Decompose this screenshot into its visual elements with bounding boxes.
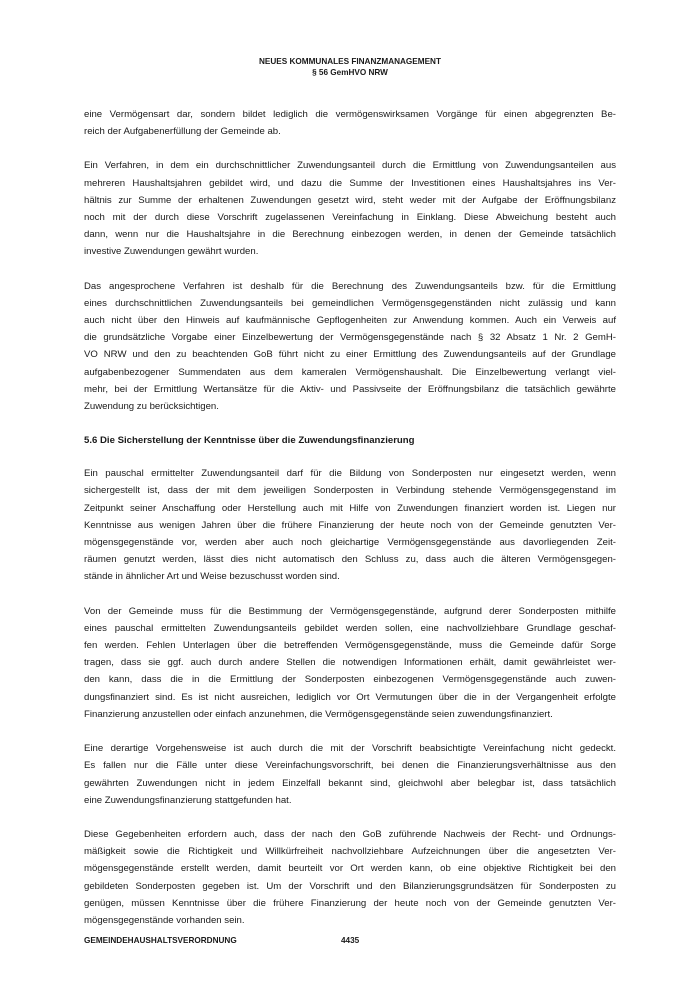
paragraph-line: fen werden. Fehlen Unterlagen über die betreffenden Vermögensgegenstände, muss die Gemeinde dafür Sorge: [84, 640, 616, 652]
paragraph: [84, 278, 616, 416]
paragraph-line: die grundsätzliche Vorgabe einer Einzelbewertung der Vermögensgegenstände nach § 32 Absatz 1 Nr. 2 GemH-: [84, 332, 616, 344]
paragraph-line: Ein Verfahren, in dem ein durchschnittlicher Zuwendungsanteil durch die Ermittlung von Zuwendungsanteilen aus: [84, 160, 616, 172]
paragraph-line: eine Zuwendungsfinanzierung stattgefunden hat.: [84, 794, 292, 806]
paragraph-line: hältnis zur Summe der erhaltenen Zuwendungen gesetzt wird, steht weder mit der Aufgabe der Eröffnungsbilanz: [84, 194, 616, 206]
paragraph: [84, 740, 616, 809]
paragraph-line: noch mit der durch diese Vorschrift zugelassenen Vereinfachung in Einklang. Diese Abweichung besteht auch: [84, 212, 616, 224]
paragraph-line: mehr, bei der Ermittlung Wertansätze für die Aktiv- und Passivseite der Eröffnungsbilanz die tatsächlich gewährte: [84, 383, 616, 395]
paragraph: [84, 465, 616, 585]
paragraph-line: aufgabenbezogener Summendaten aus dem kameralen Vermögenshaushalt. Die Einzelbewertung verlangt viel-: [84, 366, 616, 378]
header-subtitle: § 56 GemHVO NRW: [312, 68, 388, 77]
paragraph-line: mögensgegenstände vorhanden sein.: [84, 914, 245, 926]
paragraph-line: genügen, müssen Kenntnisse über die frühere Finanzierung der heute noch von der Gemeinde genutzten Ver-: [84, 897, 616, 909]
paragraph-line: eines durchschnittlichen Zuwendungsanteils bei gemeindlichen Vermögensgegenständen nicht zulässig und kann: [84, 297, 616, 309]
paragraph-line: mögensgegenstände vor, werden aber auch noch gleichartige Vermögensgegenstände aus davorliegenden Zeit-: [84, 537, 616, 549]
paragraph: [84, 826, 616, 929]
paragraph-line: gebildeten Sonderposten gegeben ist. Um der Vorschrift und den Bilanzierungsgrundsätzen für Sonderposten zu: [84, 880, 616, 892]
paragraph-line: mehreren Haushaltsjahren gebildet wird, und dazu die Summe der Investitionen eines Haushaltsjahres ins Ver-: [84, 177, 616, 189]
paragraph: [84, 603, 616, 723]
header-title: NEUES KOMMUNALES FINANZMANAGEMENT: [259, 57, 441, 66]
section-heading: 5.6 Die Sicherstellung der Kenntnisse über die Zuwendungsfinanzierung: [84, 435, 415, 447]
paragraph-line: dann, wenn nur die Haushaltsjahre in die Berechnung einbezogen werden, in denen der Gemeinde tatsächlich: [84, 229, 616, 241]
paragraphs-before-section: [84, 106, 616, 415]
paragraph-line: Von der Gemeinde muss für die Bestimmung der Vermögensgegenstände, aufgrund derer Sonderposten mithilfe: [84, 605, 616, 617]
paragraph-line: mögensgegenstände erstellt werden, damit beurteilt vor Ort werden kann, ob eine objektive Richtigkeit bei den: [84, 863, 616, 875]
paragraph-line: dungsfinanziert sind. Es ist nicht ausreichen, lediglich vor Ort Vermutungen über die in der Vergangenheit erfolgte: [84, 691, 616, 703]
paragraph-line: Zuwendung zu berücksichtigen.: [84, 401, 219, 413]
paragraph-line: Eine derartige Vorgehensweise ist auch durch die mit der Vorschrift beabsichtigte Vereinfachung nicht gedeckt.: [84, 743, 616, 755]
paragraph-line: Ein pauschal ermittelter Zuwendungsanteil darf für die Bildung von Sonderposten nur eingesetzt werden, wenn: [84, 468, 616, 480]
paragraph-line: reich der Aufgabenerfüllung der Gemeinde ab.: [84, 126, 281, 138]
paragraph-line: eine Vermögensart dar, sondern bildet lediglich die vermögenswirksamen Vorgänge für einen abgegrenzten Be-: [84, 109, 616, 120]
document-body: [84, 106, 616, 946]
paragraphs-after-section: [84, 465, 616, 929]
paragraph-line: den kann, dass die in die Ermittlung der Sonderposten einbezogenen Vermögensgegenstände auch zuwen-: [84, 674, 616, 686]
paragraph-line: investive Zuwendungen gewährt wurden.: [84, 246, 259, 258]
paragraph-line: stände in ähnlicher Art und Weise bezuschusst worden sind.: [84, 571, 340, 583]
paragraph-line: Zeitpunkt seiner Anschaffung oder Herstellung auch mit Hilfe von Zuwendungen finanziert worden ist. Liegen nur: [84, 502, 616, 514]
paragraph-line: sichergestellt ist, dass der mit dem jeweiligen Sonderposten in Verbindung stehende Vermögensgegenstand im: [84, 485, 616, 497]
paragraph-line: VO NRW und den zu beachtenden GoB führt nicht zu einer Ermittlung des Zuwendungsanteils auf der Grundlage: [84, 349, 616, 361]
paragraph-line: Finanzierung anzustellen oder einfach anzunehmen, die Vermögensgegenstände seien zuwendungsfinanziert.: [84, 708, 553, 720]
paragraph-line: Kenntnisse aus wenigen Jahren über die frühere Finanzierung der heute noch von der Gemeinde genutzten Ver-: [84, 519, 616, 531]
page-header: [0, 56, 700, 78]
paragraph: [84, 106, 616, 140]
paragraph: [84, 157, 616, 260]
paragraph-line: Es fallen nur die Fälle unter diese Vereinfachungsvorschrift, bei denen die Finanzierungsverhältnisse aus den: [84, 760, 616, 772]
paragraph-line: tragen, dass sie ggf. auch durch andere Stellen die notwendigen Informationen erhält, damit gewährleistet wer-: [84, 657, 616, 669]
paragraph-line: gewährten Zuwendungen nicht in jedem Einzelfall bekannt sind, gleichwohl aber belegbar ist, dass tatsächlich: [84, 777, 616, 789]
paragraph-line: räumen genutzt werden, lässt dies nicht automatisch den Schluss zu, dass auch die älteren Vermögensgegen-: [84, 554, 616, 566]
footer-title: GEMEINDEHAUSHALTSVERORDNUNG: [84, 936, 237, 945]
paragraph-line: eines pauschal ermittelten Zuwendungsanteils gebildet werden sollen, eine nachvollziehbare Grundlage geschaf-: [84, 622, 616, 634]
paragraph-line: Diese Gegebenheiten erfordern auch, dass der nach den GoB zuführende Nachweis der Recht- und Ordnungs-: [84, 828, 616, 840]
paragraph-line: mäßigkeit sowie die Richtigkeit und Willkürfreiheit nachvollziehbare Aufzeichnungen über die angesetzten Ver-: [84, 846, 616, 858]
page-number: 4435: [341, 936, 360, 945]
paragraph-line: Das angesprochene Verfahren ist deshalb für die Berechnung des Zuwendungsanteils bzw. für die Ermittlung: [84, 280, 616, 292]
paragraph-line: auch nicht über den Hinweis auf kaufmännische Gepflogenheiten zur Anwendung kommen. Auch ein Verweis auf: [84, 315, 616, 327]
